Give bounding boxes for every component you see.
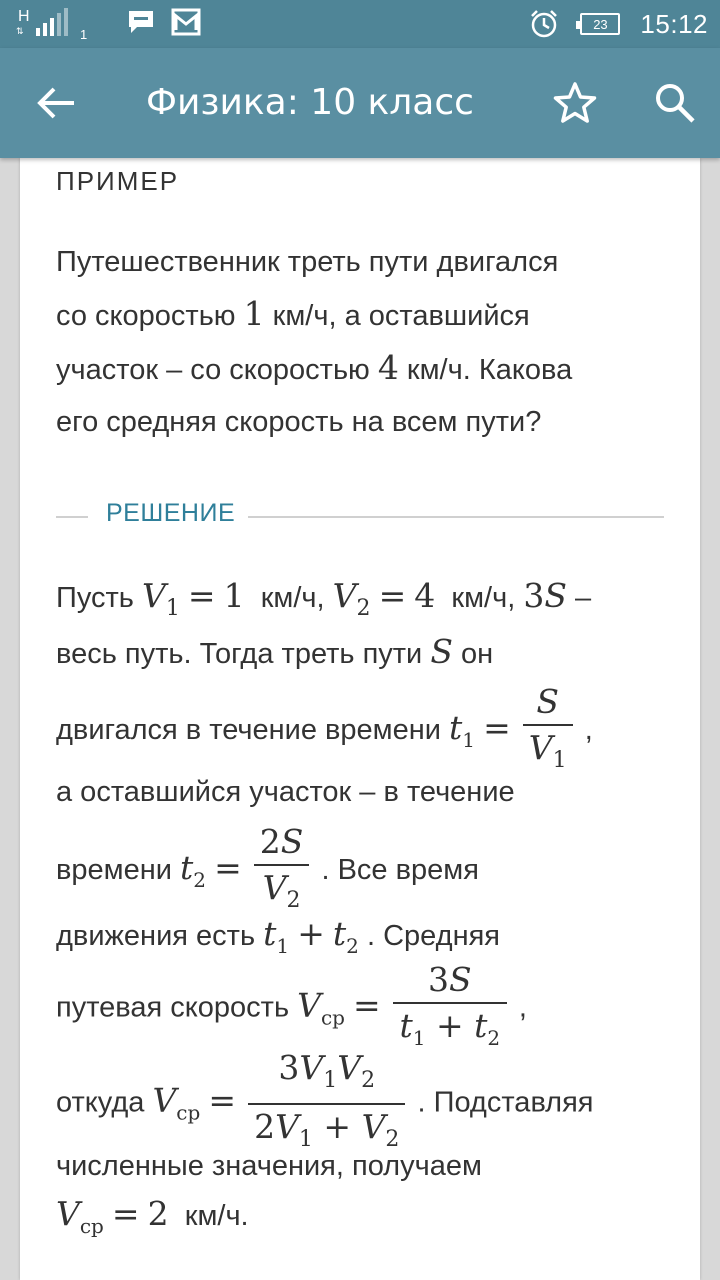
solution-divider [56,496,664,536]
gmail-icon [170,8,202,36]
problem-text: Путешественник треть пути двигался со скоростью 1 км/ч, а оставшийся участок – со скоростью 4 км/ч. Какова его средняя скорость на всем пути? [56,246,573,438]
signal-icon: H ⇅ 1 [16,8,88,42]
fraction-t1: $\frac{S}{V_1}$ [523,680,573,783]
star-icon[interactable] [552,80,598,126]
chat-icon [126,8,156,36]
page-title: Физика: 10 класс [146,82,474,123]
fraction-t2: $\frac{2S}{V_2}$ [254,820,310,923]
solution-line-2: весь путь. Тогда треть пути S он [56,632,494,671]
battery-icon [580,13,620,35]
solution-line-5: времени $t_2$ = $\frac{2S}{V_2}$ . Все время [56,820,479,923]
search-icon[interactable] [652,80,698,126]
fraction-vcp-final: $\frac{3V_1V_2}{2V_1 + V_2}$ [248,1046,405,1162]
solution-line-9: численные значения, получаем [56,1150,482,1182]
solution-line-3: двигался в течение времени $t_1$ = $\frac{S}{V_1}$ , [56,680,593,783]
solution-line-6: движения есть $t_1 + t_2$ . Средняя [56,914,500,958]
content-card [20,158,700,1280]
sim-slot: 1 [80,27,88,42]
status-bar [0,0,720,48]
solution-line-1: Пусть $V_1 = 1$ км/ч, $V_2 = 4$ км/ч, 3S – [56,576,592,621]
fraction-vcp: $\frac{3S}{t_1 + t_2}$ [393,958,507,1060]
battery-level: 23 [593,16,608,32]
app-bar [0,48,720,158]
solution-line-4: а оставшийся участок – в течение [56,776,515,808]
solution-line-10: $V_{ср} = 2$ км/ч. [56,1194,249,1238]
alarm-icon [528,8,560,40]
section-label: ПРИМЕР [56,166,180,196]
solution-line-8: откуда $V_{ср}$ = $\frac{3V_1V_2}{2V_1 + V_2}$ . Подставляя [56,1046,594,1162]
status-time: 15:12 [640,8,708,39]
solution-line-7: путевая скорость $V_{ср}$ = $\frac{3S}{t_1 + t_2}$ , [56,958,527,1060]
network-type: H [18,8,30,25]
back-arrow-icon[interactable] [34,81,78,125]
solution-label: РЕШЕНИЕ [106,499,236,527]
